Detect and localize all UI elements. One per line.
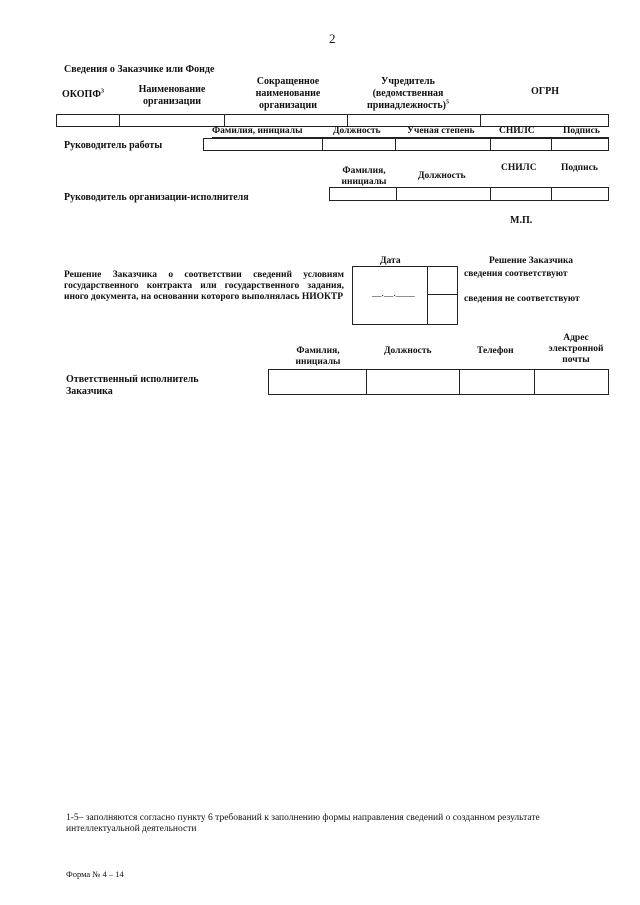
decision-option-match: сведения соответствуют xyxy=(464,269,568,279)
col-ogrn: ОГРН xyxy=(531,86,560,97)
decision-option-nomatch: сведения не соответствуют xyxy=(464,294,580,304)
executor-table xyxy=(268,369,609,395)
work-head-col-snils: СНИЛС xyxy=(499,126,535,136)
work-head-col-degree: Ученая степень xyxy=(407,126,475,136)
work-head-table xyxy=(203,138,609,151)
col-founder: Учредитель (ведомственная принадлежность)$^5$ xyxy=(367,76,449,111)
org-head-col-name: Фамилия, инициалы xyxy=(341,166,387,187)
work-head-col-signature: Подпись xyxy=(563,126,600,136)
org-head-table xyxy=(329,187,609,201)
org-head-col-signature: Подпись xyxy=(561,163,598,173)
col-okopf: ОКОПФ$^3$ xyxy=(62,88,104,100)
org-head-col-position: Должность xyxy=(418,171,466,181)
decision-text: Решение Заказчика о соответствии сведений условиям государственного контракта или государственного задания, иного документа, на основании которого выполнялась НИОКТР xyxy=(64,270,344,302)
work-head-label: Руководитель работы xyxy=(64,140,163,151)
org-head-col-snils: СНИЛС xyxy=(501,163,537,173)
decision-customer-label: Решение Заказчика xyxy=(489,256,574,266)
footnote: 1-5– заполняются согласно пункту 6 требований к заполнению формы направления сведений о созданном результате интеллектуальной деятельности xyxy=(66,813,540,834)
executor-label: Ответственный исполнитель Заказчика xyxy=(66,374,199,397)
col-org-name: Наименование организации xyxy=(138,84,206,107)
work-head-col-name: Фамилия, инициалы xyxy=(212,126,303,136)
executor-col-phone: Телефон xyxy=(477,346,514,356)
org-head-label: Руководитель организации-исполнителя xyxy=(64,192,249,203)
form-number: Форма № 4 – 14 xyxy=(66,869,124,879)
col-short-name: Сокращенное наименование организации xyxy=(255,76,321,111)
executor-col-email: Адрес электронной почты xyxy=(548,333,604,365)
executor-col-position: Должность xyxy=(384,346,432,356)
customer-section-title: Сведения о Заказчике или Фонде xyxy=(64,64,215,75)
decision-date-value: __.__.____ xyxy=(372,289,415,299)
stamp-mark: М.П. xyxy=(510,215,533,226)
page-number: 2 xyxy=(329,31,336,46)
decision-date-label: Дата xyxy=(380,256,401,266)
work-head-col-position: Должность xyxy=(333,126,381,136)
executor-col-name: Фамилия, инициалы xyxy=(295,346,341,367)
